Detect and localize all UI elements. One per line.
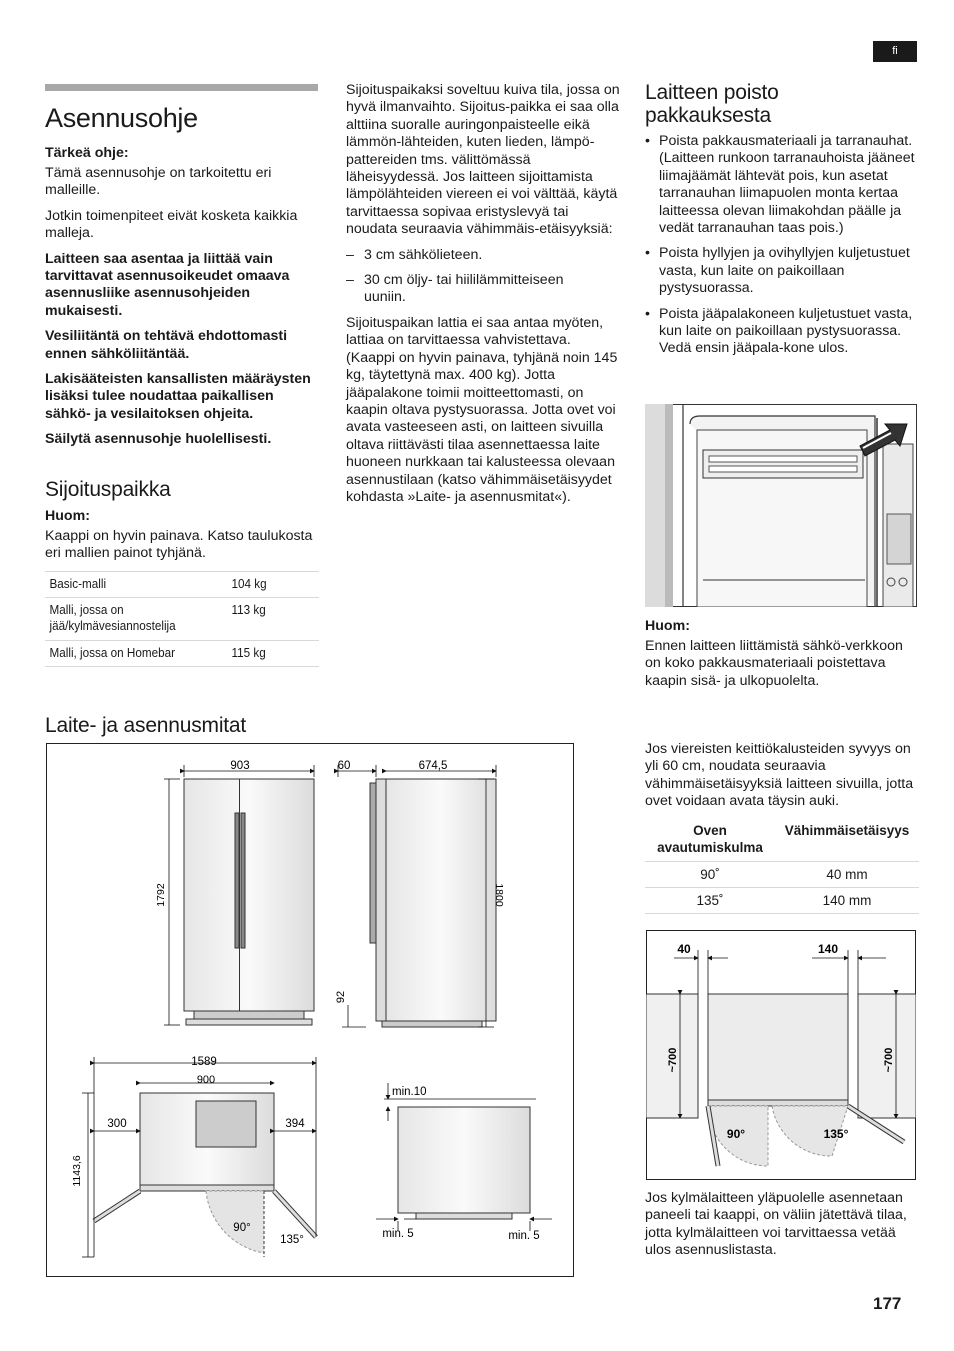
weight-cell: 113 kg	[227, 598, 310, 641]
distance-cell: 140 mm	[775, 888, 919, 914]
unpacking-list	[645, 133, 917, 358]
poisto-note	[645, 618, 920, 690]
table-row	[645, 862, 919, 888]
table-row	[645, 888, 919, 914]
model-cell: Malli, jossa on jää/kylmävesiannostelija	[45, 598, 209, 641]
weight-cell: 115 kg	[227, 641, 310, 667]
location-para: Sijoituspaikaksi soveltuu kuiva tila, jossa on hyvä ilmanvaihto. Sijoitus-paikka ei saa olla alttiina suoralle auringonpaisteelle eikä lämmön-lähteiden, kuten lieden, lämpö-pattereiden tms. välittömässä läheisyydessä. Jos laitteen sijoittamista lämpölähteiden viereen ei voi välttää, käytä tarvittaessa sopivaa eristyslevyä tai noudata seuraavia vähimmäis-etäisyyksiä:	[346, 82, 620, 238]
model-cell: Basic-malli	[45, 572, 209, 598]
dim-140: 140	[817, 942, 839, 956]
warning-1: Laitteen saa asentaa ja liittää vain tarvittavat asennusoikeudet omaava asennusliike asennusohjeiden mukaisesti.	[45, 250, 290, 319]
table-row	[45, 598, 319, 641]
dim-1792: 1792	[155, 883, 167, 907]
section-title-poisto	[645, 81, 779, 127]
dim-903: 903	[230, 760, 250, 772]
intro-para-1: Tämä asennusohje on tarkoitettu eri malleille.	[45, 165, 272, 199]
note-label: Huom:	[645, 618, 690, 634]
clearance-text: Jos viereisten keittiökalusteiden syvyys on yli 60 cm, noudata seuraavia vähimmäisetäisyyksiä laitteen sivuilla, jotta ovet voidaan avata täysin auki.	[645, 741, 914, 810]
weight-cell: 104 kg	[227, 572, 310, 598]
dim-700-left: ~700	[667, 1047, 679, 1073]
dim-674: 674,5	[418, 760, 448, 772]
page-number: 177	[873, 1294, 902, 1313]
front-view	[184, 779, 314, 1025]
table-row	[45, 641, 319, 667]
poisto-list-wrap	[645, 133, 917, 366]
dim-40: 40	[677, 942, 691, 956]
middle-column	[346, 82, 621, 506]
header-angle-line2: avautumiskulma	[657, 840, 763, 855]
clearance-table	[645, 818, 919, 914]
panel-clearance-text: Jos kylmälaitteen yläpuolelle asennetaan paneeli tai kaappi, on väliin jätettävä tilaa, jotta kylmälaitteen voi tarvittaessa vetää ulos asennuslistasta.	[645, 1190, 907, 1259]
dim-1800: 1800	[493, 883, 505, 907]
model-cell: Malli, jossa on Homebar	[45, 641, 209, 667]
dim-394: 394	[285, 1118, 305, 1130]
angle-cell: 135˚	[645, 888, 775, 914]
warning-3: Lakisääteisten kansallisten määräysten lisäksi tulee noudattaa paikallisen sähkö- ja vesilaitoksen ohjeita.	[45, 371, 311, 422]
side-view	[370, 779, 496, 1027]
header-angle	[645, 818, 775, 862]
top-view-clearance	[398, 1107, 530, 1219]
list-item: – 30 cm öljy- tai hiililämmitteiseen uuniin.	[346, 272, 621, 307]
dim-60: 60	[337, 760, 351, 772]
poisto-title-line1: Laitteen poisto	[645, 81, 779, 104]
list-item: • Poista jääpalakoneen kuljetustuet vasta, kun laite on paikoillaan pystysuorassa. Vedä ensin jääpala-kone ulos.	[645, 306, 917, 358]
asennusohje-section	[45, 145, 320, 457]
door-clearance-drawing	[646, 930, 916, 1180]
dim-min5-right: min. 5	[508, 1230, 540, 1242]
dim-1143: 1143,6	[71, 1155, 83, 1187]
page-title: Asennusohje	[45, 103, 198, 133]
section-title-mitat: Laite- ja asennusmitat	[45, 714, 247, 737]
angle-135: 135°	[823, 1127, 849, 1141]
note-label: Huom:	[45, 508, 90, 524]
language-badge: fi	[873, 41, 917, 62]
dimension-drawing	[46, 743, 574, 1277]
dim-700-right: ~700	[883, 1047, 895, 1073]
section-title-sijoituspaikka: Sijoituspaikka	[45, 478, 171, 501]
ice-maker-illustration	[645, 404, 917, 607]
list-item: – 3 cm sähkölieteen.	[346, 247, 621, 264]
sijoituspaikka-note	[45, 508, 320, 563]
table-row	[45, 572, 319, 598]
list-item: • Poista pakkausmateriaali ja tarranauhat. (Laitteen runkoon tarranauhoista jääneet liimajäämät lähtevät pois, kun asetat tarranauhan liimapuolen monta kertaa laitteessa olevan liimakohdan päälle ja vedät tarranauhan taas pois.)	[645, 133, 917, 237]
list-item: • Poista hyllyjen ja ovihyllyjen kuljetustuet vasta, kun laite on paikoillaan pystysuorassa.	[645, 245, 917, 297]
header-angle-line1: Oven	[693, 823, 727, 838]
angle-135: 135°	[280, 1234, 304, 1246]
dim-min10: min.10	[392, 1086, 427, 1098]
note-text: Ennen laitteen liittämistä sähkö-verkkoon on koko pakkausmateriaali poistettava kaapin sisä- ja ulkopuolelta.	[645, 638, 903, 689]
dim-92: 92	[335, 990, 347, 1004]
warning-2: Vesiliitäntä on tehtävä ehdottomasti ennen sähköliitäntää.	[45, 328, 288, 362]
distance-cell: 40 mm	[775, 862, 919, 888]
dim-min5-left: min. 5	[382, 1228, 414, 1240]
table-header	[645, 818, 919, 862]
floor-para: Sijoituspaikan lattia ei saa antaa myöten, lattiaa on tarvittaessa vahvistettava. (Kaappi on hyvin painava, tyhjänä noin 145 kg, täytettynä max. 400 kg). Jotta jääpalakone toimii moitteettomasti, on kaapin oltava pystysuorassa. Jotta ovet voi avata vasteeseen asti, on laitteen sivuilla oltava riittävästi tilaa asennettaessa laite huoneen nurkkaan tai kalusteessa olevaan asennustilaan (katso vähimmäisetäisyydet kohdasta »Laite- ja asennusmitat«).	[346, 314, 618, 505]
angle-90: 90°	[726, 1127, 746, 1141]
weights-table	[45, 571, 319, 667]
angle-cell: 90˚	[645, 862, 775, 888]
header-rule	[45, 84, 318, 91]
important-label: Tärkeä ohje:	[45, 145, 129, 161]
poisto-title-line2: pakkauksesta	[645, 104, 772, 127]
distance-list	[346, 247, 621, 307]
note-text: Kaappi on hyvin painava. Katso taulukosta eri mallien painot tyhjänä.	[45, 528, 313, 562]
intro-para-2: Jotkin toimenpiteet eivät kosketa kaikkia malleja.	[45, 207, 298, 242]
dim-900: 900	[196, 1074, 216, 1086]
angle-90: 90°	[233, 1222, 251, 1234]
warning-4: Säilytä asennusohje huolellisesti.	[45, 431, 272, 448]
dim-300: 300	[107, 1118, 127, 1130]
dim-1589: 1589	[191, 1056, 217, 1068]
header-distance: Vähimmäisetäisyys	[775, 818, 919, 862]
